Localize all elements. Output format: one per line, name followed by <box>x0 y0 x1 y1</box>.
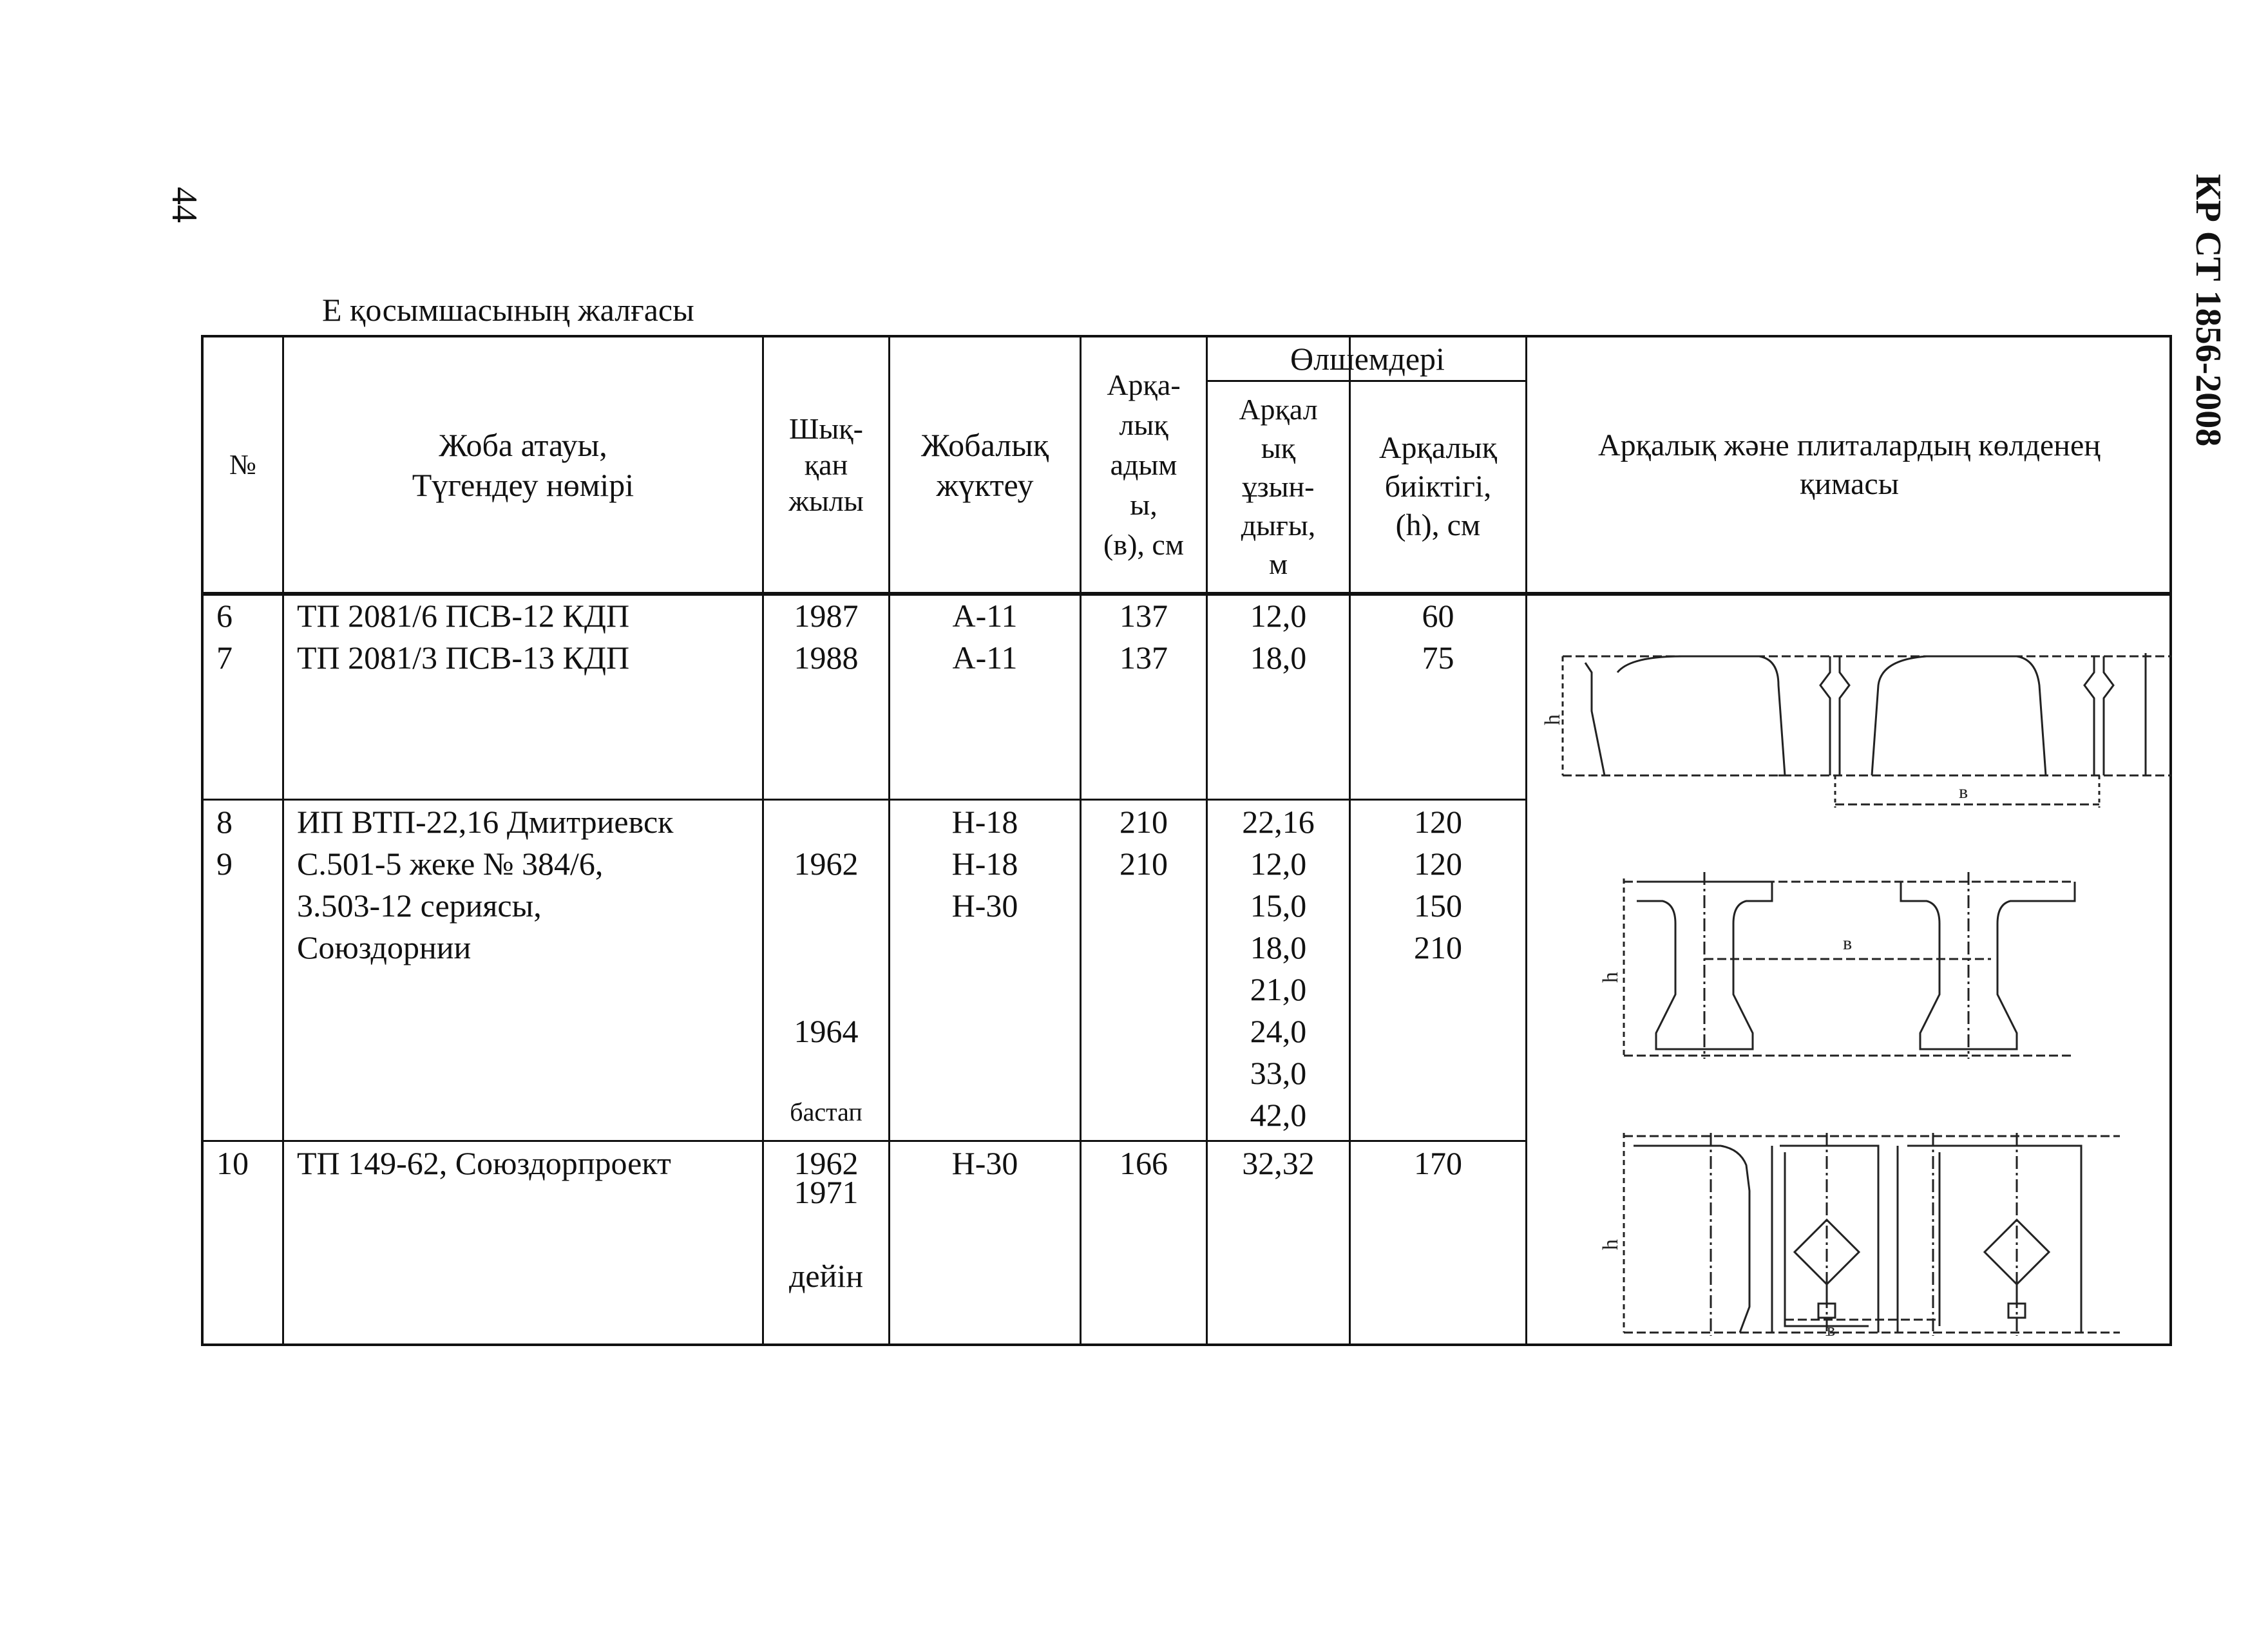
header-year: Шық- қан жылы <box>788 412 864 517</box>
width-label: в <box>1843 933 1853 954</box>
row-10-step: 166 <box>1120 1145 1168 1181</box>
section-drawing-ribbed-slab <box>1527 595 2171 808</box>
row-6-7-step: 137 137 <box>1120 598 1168 676</box>
height-label: h <box>1541 714 1565 725</box>
row-6-7-name: ТП 2081/6 ПСВ-12 КДП ТП 2081/3 ПСВ-13 КДП <box>297 598 630 676</box>
row-6-7-load: А-11 А-11 <box>952 598 1018 676</box>
page-number: 44 <box>164 187 204 223</box>
row-8-9-year: 1962 1964 бастап 1971 дейін <box>788 846 864 1294</box>
header-length: Арқал ық ұзын- дығы, м <box>1239 393 1318 580</box>
row-6-7-height: 60 75 <box>1422 598 1454 676</box>
height-label: h <box>1599 972 1623 983</box>
header-dimensions: Өлшемдері <box>1290 341 1445 377</box>
width-label: в <box>1827 1320 1836 1340</box>
section-drawing-box-girder <box>1527 1114 2171 1345</box>
row-6-7-year: 1987 1988 <box>794 598 859 676</box>
header-name: Жоба атауы, Түгендеу нөмірі <box>412 426 634 503</box>
width-label: в <box>1959 781 1968 802</box>
row-8-9-number: 8 9 <box>216 804 233 882</box>
table-caption: Е қосымшасының жалғасы <box>322 292 694 328</box>
row-6-7-length: 12,0 18,0 <box>1250 598 1307 676</box>
row-10-load: Н-30 <box>951 1145 1018 1181</box>
header-load: Жобалық жүктеу <box>920 426 1049 503</box>
row-6-7-number: 6 7 <box>216 598 233 676</box>
row-10-name: ТП 149-62, Союздорпроект <box>297 1145 671 1181</box>
row-10-length: 32,32 <box>1242 1145 1315 1181</box>
row-8-9-load: Н-18 Н-18 Н-30 <box>951 804 1018 924</box>
row-10-year: 1962 <box>794 1145 859 1181</box>
section-drawing-t-beam <box>1527 853 2171 1072</box>
row-8-9-step: 210 210 <box>1120 804 1168 882</box>
header-number: № <box>229 448 256 480</box>
document-code: КР СТ 1856-2008 <box>2188 174 2228 447</box>
row-10-height: 170 <box>1414 1145 1462 1181</box>
header-height: Арқалық биіктігі, (h), см <box>1378 431 1498 542</box>
height-label: h <box>1599 1239 1623 1250</box>
row-divider <box>204 799 1527 801</box>
header-step: Арқа- лық адым ы, (в), см <box>1103 368 1184 561</box>
appendix-table <box>201 335 2172 1346</box>
row-8-9-height: 120 120 150 210 <box>1414 804 1462 965</box>
row-8-9-name: ИП ВТП-22,16 Дмитриевск С.501-5 жеке № 384/6, 3.503-12 сериясы, Союздорнии <box>297 804 674 965</box>
header-section: Арқалық және плиталардың көлденең қимасы <box>1598 428 2101 501</box>
row-10-number: 10 <box>216 1145 249 1181</box>
row-8-9-length: 22,16 12,0 15,0 18,0 21,0 24,0 33,0 42,0 <box>1242 804 1315 1133</box>
